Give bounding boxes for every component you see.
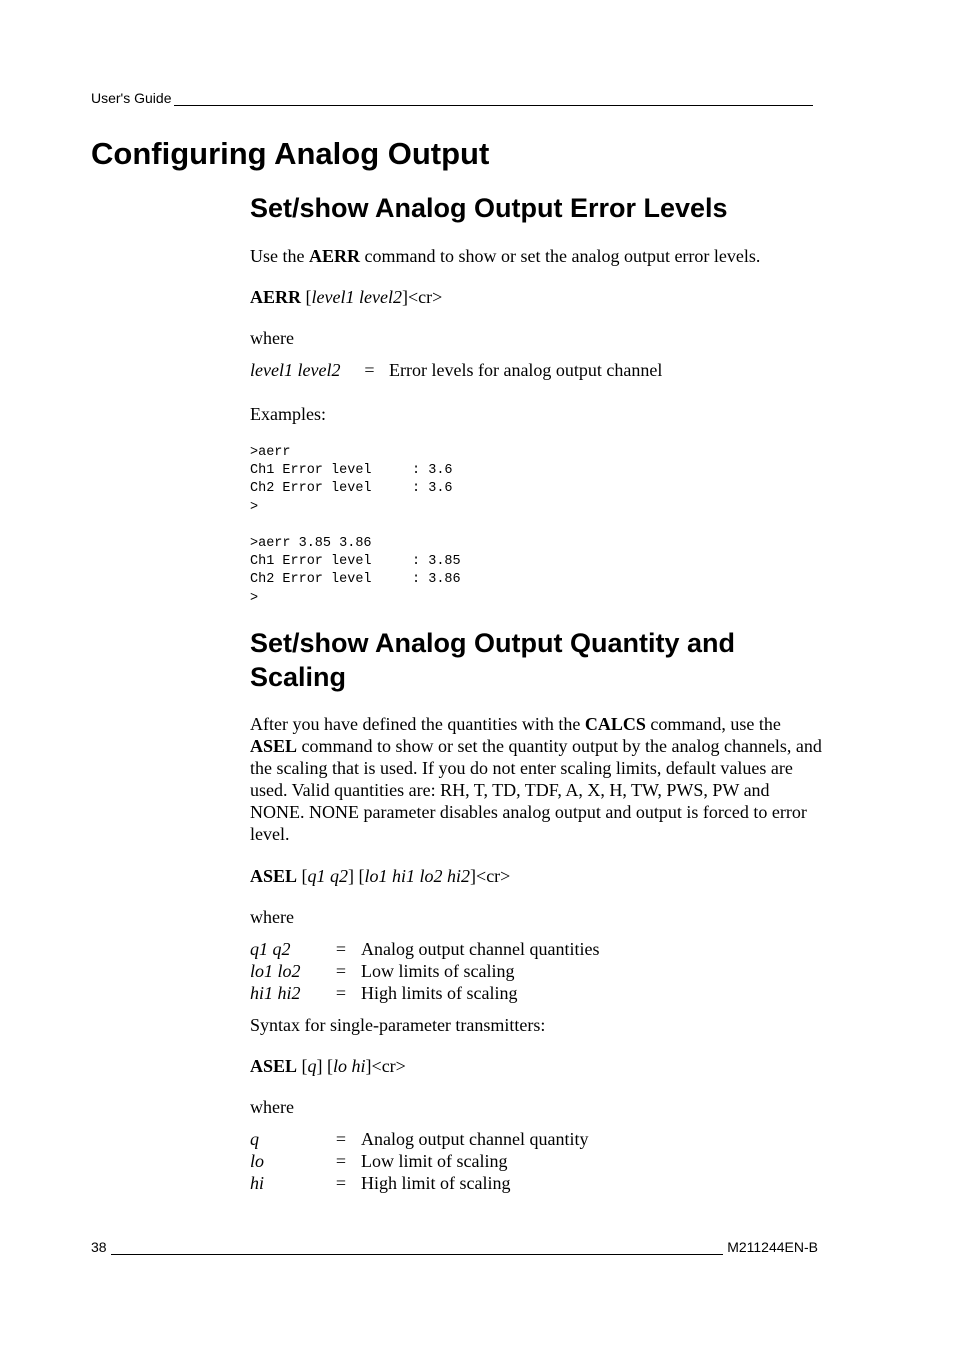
definition-term: hi1 hi2 (250, 983, 301, 1003)
page-footer (91, 1239, 818, 1255)
asel-single-sep-2: ] [ (316, 1056, 334, 1076)
definition-term: lo (250, 1151, 265, 1171)
definition-term: q1 q2 (250, 939, 291, 959)
definition-description: Analog output channel quantities (361, 939, 600, 959)
aerr-syntax-bracket-open: [ (301, 287, 312, 307)
aerr-syntax-bracket-close: ]<cr> (401, 287, 443, 307)
definition-term: level1 level2 (250, 360, 341, 380)
definition-equals: = (335, 939, 347, 959)
asel-single-definition-list (250, 1128, 588, 1194)
definition-description: High limits of scaling (361, 983, 518, 1003)
asel-where: where (250, 907, 294, 927)
definition-equals: = (364, 360, 375, 380)
aerr-intro-command: AERR (308, 246, 360, 266)
aerr-intro-text-b: command to show or set the analog output error levels. (360, 246, 761, 266)
asel-command: ASEL (250, 736, 298, 756)
asel-single-sep-3: ]<cr> (365, 1056, 406, 1076)
asel-single-command: ASEL (250, 1056, 298, 1076)
asel-intro-text-b: command, use the (645, 714, 781, 734)
calcs-command: CALCS (584, 714, 646, 734)
definition-equals: = (335, 1151, 347, 1171)
examples-label: Examples: (250, 404, 326, 424)
section-heading-error-levels: Set/show Analog Output Error Levels (250, 193, 728, 223)
aerr-code-example: >aerr Ch1 Error level : 3.6 Ch2 Error level : 3.6 > >aerr 3.85 3.86 Ch1 Error level : 3.85 Ch2 Error level : 3.86 > (250, 445, 461, 606)
aerr-syntax-args: level1 level2 (311, 287, 402, 307)
aerr-intro-text-a: Use the (250, 246, 309, 266)
asel-syntax-limits: lo1 hi1 lo2 hi2 (364, 866, 471, 886)
asel-single-limits: lo hi (333, 1056, 366, 1076)
footer-rule (111, 1242, 724, 1255)
asel-syntax-sep-3: ]<cr> (470, 866, 511, 886)
definition-row (250, 1172, 588, 1194)
definition-description: Low limits of scaling (361, 961, 515, 981)
asel-single-where: where (250, 1097, 294, 1117)
section-heading-quantity-scaling: Set/show Analog Output Quantity and Scaling (250, 628, 735, 692)
aerr-intro (250, 245, 822, 267)
asel-syntax-quantities: q1 q2 (307, 866, 349, 886)
definition-term: hi (250, 1173, 265, 1193)
asel-intro (250, 713, 822, 845)
asel-syntax-sep-1: [ (297, 866, 308, 886)
page-header (91, 90, 813, 106)
definition-description: High limit of scaling (361, 1173, 511, 1193)
definition-description: Analog output channel quantity (361, 1129, 589, 1149)
definition-row (250, 982, 599, 1004)
aerr-where: where (250, 328, 294, 348)
document-code: M211244EN-B (727, 1239, 818, 1255)
asel-syntax (250, 865, 822, 887)
aerr-syntax-command: AERR (250, 287, 302, 307)
definition-term: q (250, 1129, 259, 1149)
asel-single-syntax (250, 1055, 822, 1077)
aerr-definition-row (250, 359, 662, 381)
asel-syntax-command: ASEL (250, 866, 298, 886)
definition-description: Error levels for analog output channel (389, 360, 663, 380)
header-label: User's Guide (91, 90, 172, 106)
definition-equals: = (335, 1173, 347, 1193)
chapter-title: Configuring Analog Output (91, 136, 490, 171)
single-parameter-label: Syntax for single-parameter transmitters: (250, 1015, 546, 1035)
header-rule (174, 93, 813, 106)
aerr-syntax (250, 286, 822, 308)
definition-row (250, 1150, 588, 1172)
asel-intro-text-c: command to show or set the quantity output by the analog channels, and the scaling that is used. If you do not enter scaling limits, default values are used. Valid quantities are: RH, T, TD, TDF, A, X, H, TW, PWS, PW and NONE. NONE parameter disables analog output and output is forced to error level. (250, 736, 822, 844)
definition-equals: = (335, 961, 347, 981)
definition-description: Low limit of scaling (361, 1151, 508, 1171)
definition-row (250, 1128, 588, 1150)
page-number: 38 (91, 1239, 107, 1255)
definition-equals: = (335, 983, 347, 1003)
definition-term: lo1 lo2 (250, 961, 301, 981)
asel-single-quantity: q (307, 1056, 317, 1076)
asel-definition-list (250, 938, 599, 1004)
definition-equals: = (335, 1129, 347, 1149)
definition-row (250, 960, 599, 982)
definition-row (250, 938, 599, 960)
asel-single-sep-1: [ (297, 1056, 308, 1076)
asel-syntax-sep-2: ] [ (348, 866, 365, 886)
asel-intro-text-a: After you have defined the quantities with the (250, 714, 585, 734)
